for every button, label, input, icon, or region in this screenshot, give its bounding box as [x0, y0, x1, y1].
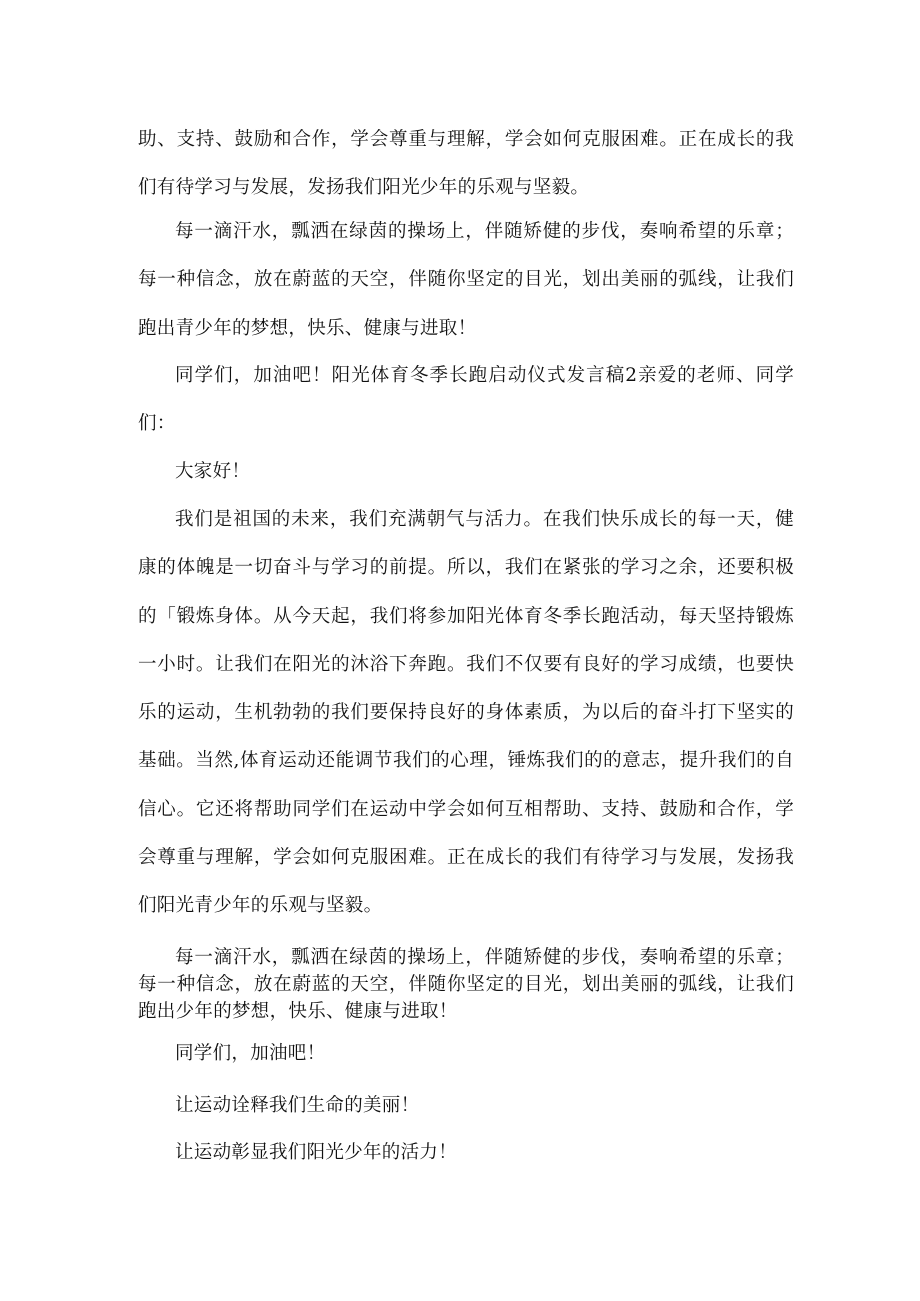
closing-line-beauty: 让运动诠释我们生命的美丽！	[175, 1095, 420, 1116]
paragraph-main-speech: 我们是祖国的未来，我们充满朝气与活力。在我们快乐成长的每一天，健康的体魄是一切奋斗与学习的前提。所以，我们在紧张的学习之余，还要积极的「锻炼身体。从今天起，我们将参加阳光体育冬季长跑活动，每天坚持锻炼一小时。让我们在阳光的沐浴下奔跑。我们不仅要有良好的学习成绩，也要快乐的运动，生机勃勃的我们要保持良好的身体素质，为以后的奋斗打下坚实的基础。当然,体育运动还能调节我们的心理，锤炼我们的的意志，提升我们的自信心。它还将帮助同学们在运动中学会如何互相帮助、支持、鼓励和合作，学会尊重与理解，学会如何克服困难。正在成长的我们有待学习与发展，发扬我们阳光青少年的乐观与坚毅。	[138, 509, 794, 917]
closing-line-vitality: 让运动彰显我们阳光少年的活力！	[175, 1142, 458, 1163]
closing-line-cheer: 同学们，加油吧！	[175, 1043, 326, 1064]
paragraph-cheer-and-title: 同学们，加油吧！阳光体育冬季长跑启动仪式发言稿2亲爱的老师、同学们：	[138, 365, 794, 435]
paragraph-sweat-metaphor-repeat: 每一滴汗水，瓢洒在绿茵的操场上，伴随矫健的步伐，奏响希望的乐章；每一种信念，放在蔚蓝的天空，伴随你坚定的目光，划出美丽的弧线，让我们跑出少年的梦想，快乐、健康与进取！	[138, 947, 794, 1022]
paragraph-greeting: 大家好！	[175, 461, 251, 482]
paragraph-continuation: 助、支持、鼓励和合作，学会尊重与理解，学会如何克服困难。正在成长的我们有待学习与发展，发扬我们阳光少年的乐观与坚毅。	[138, 129, 794, 199]
paragraph-sweat-metaphor: 每一滴汗水，瓢洒在绿茵的操场上，伴随矫健的步伐，奏响希望的乐章；每一种信念，放在蔚蓝的天空，伴随你坚定的目光，划出美丽的弧线，让我们跑出青少年的梦想，快乐、健康与进取！	[138, 221, 794, 339]
